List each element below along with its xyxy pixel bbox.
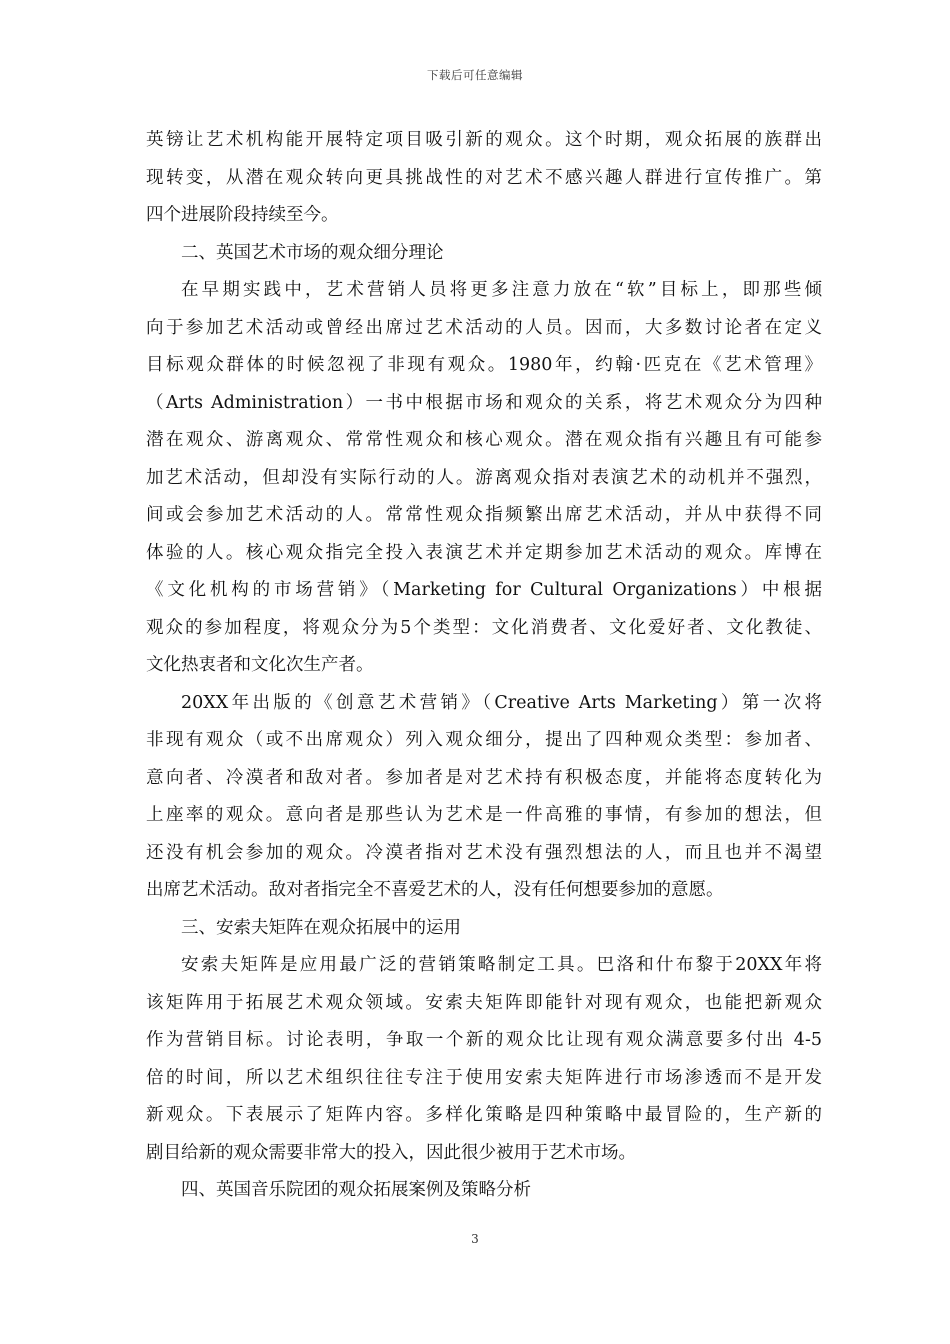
text-line: 意向者、冷漠者和敌对者。参加者是对艺术持有积极态度，并能将态度转化为 <box>146 767 822 788</box>
text-line: 安索夫矩阵是应用最广泛的营销策略制定工具。巴洛和什布黎于20XX年将 <box>181 955 822 975</box>
body-text <box>146 122 822 1210</box>
section-heading: 二、英国艺术市场的观众细分理论 <box>181 242 444 263</box>
text-line: 20XX年出版的《创意艺术营销》（Creative Arts Marketing）第一次将 <box>181 692 822 713</box>
text-line: 观众的参加程度，将观众分为5个类型：文化消费者、文化爱好者、文化教徒、 <box>146 617 822 638</box>
text-line: 体验的人。核心观众指完全投入表演艺术并定期参加艺术活动的观众。库博在 <box>146 542 822 563</box>
text-line: 出席艺术活动。敌对者指完全不喜爱艺术的人，没有任何想要参加的意愿。 <box>146 880 724 900</box>
text-line: 四个进展阶段持续至今。 <box>146 205 339 225</box>
text-line: 作为营销目标。讨论表明，争取一个新的观众比让现有观众满意要多付出 4-5 <box>146 1030 822 1050</box>
text-line: 上座率的观众。意向者是那些认为艺术是一件高雅的事情，有参加的想法，但 <box>146 805 822 825</box>
text-line: 在早期实践中，艺术营销人员将更多注意力放在“软”目标上，即那些倾 <box>181 280 822 300</box>
text-line: 间或会参加艺术活动的人。常常性观众指频繁出席艺术活动，并从中获得不同 <box>146 505 822 525</box>
page-number: 3 <box>471 1232 479 1246</box>
text-line: 目标观众群体的时候忽视了非现有观众。1980年，约翰·匹克在《艺术管理》 <box>146 355 822 375</box>
text-line: 倍的时间，所以艺术组织往往专注于使用安索夫矩阵进行市场渗透而不是开发 <box>146 1067 822 1088</box>
text-line: 该矩阵用于拓展艺术观众领域。安索夫矩阵即能针对现有观众，也能把新观众 <box>146 992 822 1013</box>
text-line: （Arts Administration）一书中根据市场和观众的关系，将艺术观众分为四种 <box>146 392 822 413</box>
section-heading: 三、安索夫矩阵在观众拓展中的运用 <box>181 917 461 938</box>
text-line: 非现有观众（或不出席观众）列入观众细分，提出了四种观众类型：参加者、 <box>146 730 822 750</box>
text-line: 现转变，从潜在观众转向更具挑战性的对艺术不感兴趣人群进行宣传推广。第 <box>146 167 822 188</box>
text-line: 文化热衷者和文化次生产者。 <box>146 655 374 675</box>
section-heading: 四、英国音乐院团的观众拓展案例及策略分析 <box>181 1180 531 1200</box>
text-line: 加艺术活动，但却没有实际行动的人。游离观众指对表演艺术的动机并不强烈， <box>146 467 822 488</box>
text-line: 潜在观众、游离观众、常常性观众和核心观众。潜在观众指有兴趣且有可能参 <box>146 430 822 450</box>
text-line: 还没有机会参加的观众。冷漠者指对艺术没有强烈想法的人，而且也并不渴望 <box>146 842 822 863</box>
text-line: 《文化机构的市场营销》（Marketing for Cultural Organizations）中根据 <box>146 580 822 600</box>
text-line: 剧目给新的观众需要非常大的投入，因此很少被用于艺术市场。 <box>146 1142 636 1163</box>
text-line: 英镑让艺术机构能开展特定项目吸引新的观众。这个时期，观众拓展的族群出 <box>146 130 822 150</box>
text-line: 向于参加艺术活动或曾经出席过艺术活动的人员。因而，大多数讨论者在定义 <box>146 317 822 338</box>
text-line: 新观众。下表展示了矩阵内容。多样化策略是四种策略中最冒险的，生产新的 <box>146 1105 822 1125</box>
page-header: 下载后可任意编辑 <box>427 68 523 82</box>
